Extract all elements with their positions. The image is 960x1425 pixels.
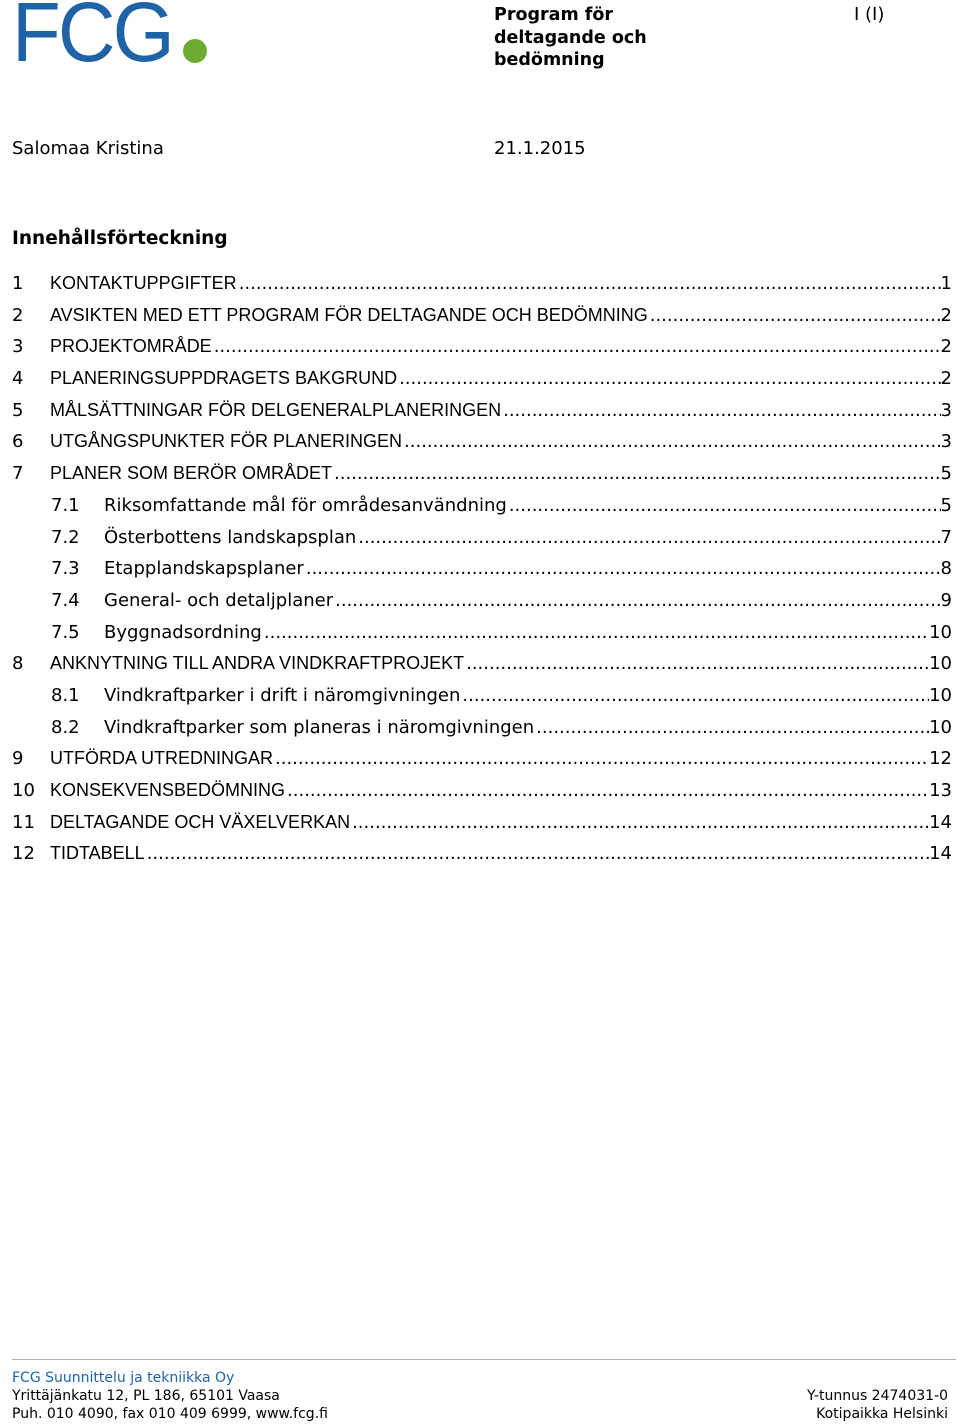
- toc-entry-title: PROJEKTOMRÅDE: [50, 336, 212, 357]
- toc-entry-number: 6: [12, 431, 24, 453]
- toc-entry-line: [50, 458, 952, 490]
- toc-entry-number: 2: [12, 304, 24, 326]
- toc-entry[interactable]: [12, 363, 952, 395]
- footer-contact: Puh. 010 4090, fax 010 409 6999, www.fcg.fi: [12, 1406, 328, 1422]
- toc-entry-page: 10: [929, 684, 952, 706]
- toc-entry-title: Vindkraftparker som planeras i näromgivningen: [104, 716, 535, 738]
- toc-entry-title: DELTAGANDE OCH VÄXELVERKAN: [50, 811, 351, 832]
- toc-entry-number: 1: [12, 273, 24, 294]
- toc-dot-leader: [212, 331, 941, 363]
- footer-domicile: Kotipaikka Helsinki: [816, 1406, 948, 1422]
- toc-entry-number: 12: [12, 843, 35, 865]
- author-name: Salomaa Kristina: [12, 138, 164, 159]
- toc-dot-leader: [333, 585, 940, 617]
- toc-entry-page: 8: [940, 558, 952, 580]
- toc-dot-leader: [285, 775, 929, 807]
- toc-entry-page: 10: [929, 653, 952, 675]
- toc-entry[interactable]: [12, 331, 952, 363]
- toc-dot-leader: [397, 363, 940, 395]
- toc-entry-page: 13: [929, 780, 952, 801]
- toc-heading: Innehållsförteckning: [12, 228, 228, 249]
- toc-entry-page: 5: [940, 463, 952, 485]
- toc-entry-page: 12: [929, 748, 952, 770]
- toc-dot-leader: [460, 680, 929, 712]
- toc-entry-title: MÅLSÄTTNINGAR FÖR DELGENERALPLANERINGEN: [50, 399, 502, 420]
- footer-divider: [12, 1359, 956, 1360]
- toc-entry[interactable]: [12, 743, 952, 775]
- toc-entry-line: [50, 807, 952, 839]
- toc-entry-number: 7.4: [51, 589, 80, 611]
- toc-entry-line: [104, 553, 952, 585]
- page-number: I (I): [854, 4, 885, 25]
- toc-entry-title: Riksomfattande mål för områdesanvändning: [104, 494, 507, 516]
- toc-entry[interactable]: [12, 395, 952, 427]
- toc-entry-page: 10: [929, 716, 952, 738]
- toc-dot-leader: [145, 838, 929, 870]
- document-title-line-1: Program för: [494, 5, 614, 25]
- toc-entry-title: Vindkraftparker i drift i näromgivningen: [104, 684, 461, 706]
- document-date: 21.1.2015: [494, 138, 586, 159]
- toc-entry-title: Österbottens landskapsplan: [104, 526, 357, 548]
- toc-entry[interactable]: [12, 300, 952, 332]
- toc-dot-leader: [402, 426, 941, 458]
- toc-entry[interactable]: [12, 838, 952, 870]
- footer-address: Yrittäjänkatu 12, PL 186, 65101 Vaasa: [12, 1388, 280, 1404]
- toc-entry[interactable]: [12, 807, 952, 839]
- toc-entry-line: [104, 522, 952, 554]
- toc-entry-title: Etapplandskapsplaner: [104, 558, 304, 580]
- toc-dot-leader: [273, 743, 929, 775]
- logo-wordmark: FCG: [12, 0, 172, 79]
- toc-entry[interactable]: [12, 522, 952, 554]
- toc-entry-page: 3: [940, 399, 952, 421]
- toc-entry[interactable]: [12, 712, 952, 744]
- toc-entry-number: 4: [12, 368, 24, 390]
- toc-entry-page: 9: [940, 589, 952, 611]
- toc-entry-page: 14: [929, 843, 952, 865]
- toc-dot-leader: [237, 268, 941, 300]
- toc-entry-number: 3: [12, 336, 24, 358]
- toc-entry[interactable]: [12, 648, 952, 680]
- toc-entry[interactable]: [12, 680, 952, 712]
- footer-company: FCG Suunnittelu ja tekniikka Oy: [12, 1370, 235, 1386]
- toc-entry[interactable]: [12, 775, 952, 807]
- toc-entry-number: 7.1: [51, 494, 80, 516]
- toc-entry-line: [50, 743, 952, 775]
- toc-entry[interactable]: [12, 458, 952, 490]
- toc-entry-line: [50, 300, 952, 332]
- logo-green-dot: [183, 39, 207, 63]
- toc-entry-line: [104, 617, 952, 649]
- toc-entry-page: 2: [940, 336, 952, 358]
- toc-dot-leader: [507, 490, 941, 522]
- toc-entry-line: [50, 838, 952, 870]
- toc-dot-leader: [350, 807, 929, 839]
- toc-entry-line: [50, 395, 952, 427]
- document-title-line-2: deltagande och: [494, 27, 647, 48]
- toc-dot-leader: [648, 300, 941, 332]
- toc-entry-title: KONSEKVENSBEDÖMNING: [50, 780, 286, 800]
- toc-entry-line: [104, 490, 952, 522]
- toc-entry-number: 7.5: [51, 621, 80, 643]
- toc-entry-number: 5: [12, 399, 24, 421]
- page-footer: [12, 1369, 948, 1423]
- toc-entry-page: 10: [929, 621, 952, 643]
- toc-entry-line: [104, 585, 952, 617]
- toc-entry-title: PLANERINGSUPPDRAGETS BAKGRUND: [50, 368, 398, 389]
- toc-entry-number: 10: [12, 780, 35, 801]
- toc-entry[interactable]: [12, 426, 952, 458]
- toc-dot-leader: [304, 553, 941, 585]
- toc-dot-leader: [534, 712, 929, 744]
- toc-entry-title: Byggnadsordning: [104, 621, 262, 643]
- toc-dot-leader: [356, 522, 940, 554]
- toc-entry-page: 5: [940, 494, 952, 516]
- toc-entry-number: 8.2: [51, 716, 80, 738]
- toc-entry-line: [104, 712, 952, 744]
- toc-entry-line: [50, 331, 952, 363]
- table-of-contents: [12, 268, 952, 870]
- toc-entry-title: AVSIKTEN MED ETT PROGRAM FÖR DELTAGANDE OCH BEDÖMNING: [50, 304, 648, 325]
- toc-entry-title: UTFÖRDA UTREDNINGAR: [50, 748, 274, 769]
- toc-entry-title: ANKNYTNING TILL ANDRA VINDKRAFTPROJEKT: [50, 653, 465, 674]
- toc-entry-page: 14: [929, 811, 952, 833]
- toc-dot-leader: [501, 395, 940, 427]
- toc-entry-line: [50, 363, 952, 395]
- toc-entry-title: KONTAKTUPPGIFTER: [50, 273, 237, 293]
- toc-entry-number: 8.1: [51, 684, 80, 706]
- toc-entry-line: [50, 648, 952, 680]
- toc-dot-leader: [464, 648, 929, 680]
- toc-entry-page: 2: [940, 304, 952, 326]
- toc-dot-leader: [332, 458, 941, 490]
- toc-entry[interactable]: [12, 268, 952, 300]
- toc-entry-line: [50, 268, 952, 300]
- toc-entry-title: General- och detaljplaner: [104, 589, 334, 611]
- toc-entry-number: 11: [12, 811, 35, 833]
- toc-entry-page: 1: [940, 273, 952, 294]
- toc-entry-title: TIDTABELL: [50, 843, 145, 864]
- document-title-line-3: bedömning: [494, 50, 605, 70]
- toc-entry-page: 7: [940, 526, 952, 548]
- toc-entry-number: 7.2: [51, 526, 80, 548]
- toc-entry-title: UTGÅNGSPUNKTER FÖR PLANERINGEN: [50, 431, 403, 452]
- toc-dot-leader: [262, 617, 929, 649]
- toc-entry-page: 2: [940, 368, 952, 390]
- toc-entry[interactable]: [12, 490, 952, 522]
- footer-business-id: Y-tunnus 2474031-0: [807, 1388, 948, 1404]
- company-logo: [12, 0, 202, 79]
- toc-entry-page: 3: [940, 431, 952, 453]
- toc-entry-line: [50, 775, 952, 807]
- toc-entry-number: 7.3: [51, 558, 80, 580]
- toc-entry-number: 9: [12, 748, 24, 770]
- toc-entry[interactable]: [12, 617, 952, 649]
- toc-entry-line: [104, 680, 952, 712]
- toc-entry[interactable]: [12, 585, 952, 617]
- toc-entry-number: 8: [12, 653, 24, 675]
- toc-entry-number: 7: [12, 463, 24, 485]
- toc-entry-title: PLANER SOM BERÖR OMRÅDET: [50, 463, 333, 484]
- document-title: [494, 4, 694, 72]
- toc-entry-line: [50, 426, 952, 458]
- toc-entry[interactable]: [12, 553, 952, 585]
